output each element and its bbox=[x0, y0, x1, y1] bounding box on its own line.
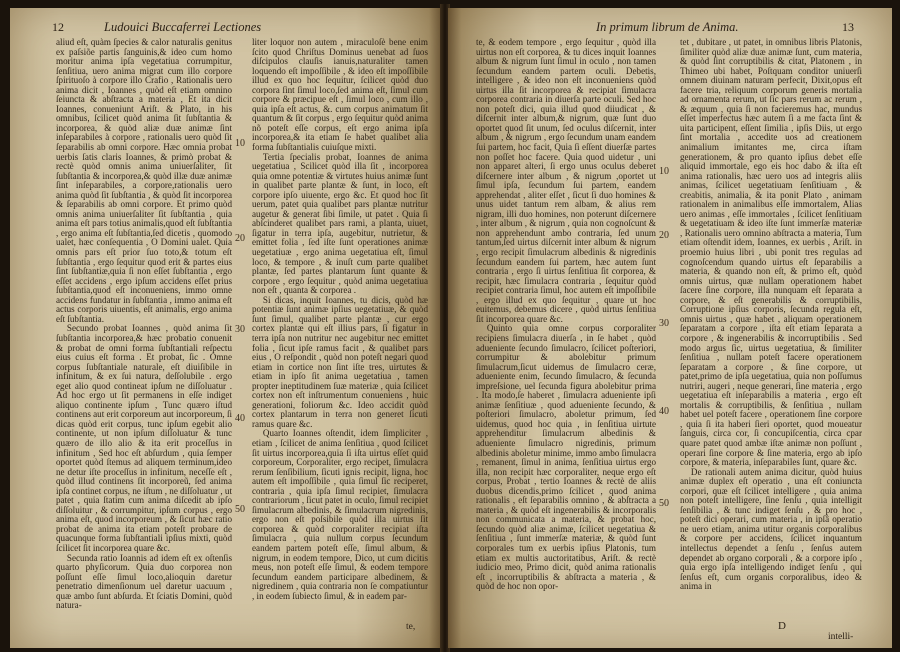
line-number: 30 bbox=[235, 324, 245, 335]
paragraph: tet , dubitare , ut patet, in omnibus libris Platonis, ſimiliter quòd aliæ duæ animæ ſunt, cum materia, & quòd ſint corruptibilis & citat, Platonem , in Thimeo ubi habet, Poſtquam conditor uniuerſi omnem diuinam naturam perfecit, Dixit,opus eſt facere tria, reliquum corporum generis mortalia ad ornamenta rerum, ut ſic pars rerum ac rerum , & æquum , quia ſi non facieremus hac, mundus eſſet imperfectus hæc autem ſi a me facta ſint & uita participent, eſſent ſimilia , ipſis Diis, ut ergo ſint mortalia , accedite uos ad creationem animalium imitantes me, circa iſtam generationem, & pro quanto ipſius debet eſſe aliquid immortale, ego eis hoc dabo & iſta eſt anima rationalis, hæc uero uos ad integris aliis animas, ſcilicet uegetatiuam ſenſitiuam , & creabitis, animalia, & ita ponit Plato , animam rationalem in animalibus eſſe immortalem, Alias uero animas , eſſe immortales , ſcilicet ſenſitiuam & uegetatiuam & ideo iſte ſunt immerſæ materiæ , Rationalis uero omnino abſtracta a materia, Tum etiam oſtendit idem, Ioannes, ex uerbis , Ariſt. in proemio huius libri , ubi ponit tres regulas ad cognoſcendum quando uirtus eſt ſeparabilis a materia, & quando non eſt, & primo eſt, quòd omnis uirtus, quæ nullam operationem habet ſacere ſine corpore, illa nunquam eſt ſeparata a corpore, & eſt generabilis & corruptibilis, Corruptione ipſius corporis, ſecunda regula eſt, omnis uirtus , quæ habet , aliquam operationem ſeparatam a corpore , iſta eſt etiam ſeparata a corpore , & ingenerabilis & incorruptibilis . Sed modo argus ſic, uirtus uegetatiua, & ſimiliter ſenſitiua , nullam poteſt facere operationem ſeparatam a corpore , & ſine corpore, ut patet,primo de ipſa uegetatiua, quia non poſſumus nutriri, augeri , neque generari, ſine materia , ergo uegetatiua eſt inſeparabilis a materia , ergo eſt mortalis & corruptibilis, & ſenſitiua , nullam habet uel poteſt facere , operationem ſine corpore , quia ſi ita haberi ſieri oportet, quod moueatur ſanguis, circa cor, ſi concupiſcentia, circa cpar quare patet quod ambæ iſtæ animæ non poſſunt , operari ſine corpore & ſine materia, ergo ab ipſo corpore, & materia, inſeparabiles ſunt, quare &c. bbox=[680, 38, 862, 468]
line-number: 50 bbox=[235, 504, 245, 515]
paragraph: te, & eodem tempore , ergo ſequitur , quòd illa uirtus non eſt corporea, & tu dices inquit Ioannes album & nigrum ſunt ſimul in oculo , non tamen ſecundum eandem partem oculi. Debetis, intelligere , & ideo non eſt inconueniens quòd uirtus illa ſit incorporea & recipiat ſimulacra corporea contraria in diuerſa parte oculi. Sed hoc non poteſt dici, quia illud quod diiudicat , & diſcernit inter album,& nigrum, quæ ſunt duo oportet quod ſit unum, ſed oculus diſcernit, inter album , & nigrum , ergo ſecundum unam eandem ſui partem, hoc facit, Quia ſi eſſent diuerſæ partes non poſſet hoc facere. Quia quod uidetur , uni non apparet alteri, ſi ergo unus oculus deberet diſcernere inter album , & nigrum ,oportet ut ſimul ipſa, ſecundum ſui partem, eandem apprehendat , aliter eſſet , ſicut ſi duo homines & unus uidet tantum rem albam, & alius rem nigram, illi duo homines, non poterunt diſcernere , inter album , & nigrum , quia non cognoſcunt & non apprehendunt ambo contraria, ſed unum tantum,ſed uirtus diſcernit inter album & nigrum , ergo recipit ſimulacrum albedinis & nigredinis ſecundum eandem ſui partem, hæc autem ſunt contraria , ergo ſi uirtus ſenſitiua ſit corporea, & recipit, hæc ſimulacra contraria , ſequitur quòd recipiet contraria ſimul, hoc autem eſt impoſſibile , ergo illud ex quo ſequitur , quare ut hoc euitemus, debemus dicere , quòd uirtus ſenſitiua ſit incorporea quare &c. bbox=[476, 38, 656, 324]
line-number: 10 bbox=[659, 166, 669, 177]
line-number: 10 bbox=[235, 138, 245, 149]
paragraph: Quinto quia omne corpus corporaliter recipiens ſimulacra diuerſa , in ſe habet , quòd adueniente ſecundo ſimulacro, ſcilicet poſteriori, corrumpitur & abolebitur primum ſimulacrum,ſicut uidemus de ſimulacro ceræ, adueniente enim, ſecundo ſimulacro, & ſecunda impreſsione, uel ſecunda figura abolebitur prima . Ita modo,ſe haberet , ſimulacra adueniente ipſi animæ ſenſitiuæ , quod adueniente ſecundo, & poſteriori ſimulacro, aboletur primum, ſed uidemus, quod hoc quia , in ſenſitiua uirtute apprehenditur ſimulacrum albedinis & adueniente ſimulacro nigredinis, primum albedinis aboletur minime, immo ambo ſimulacra , remanent, ſimul in anima, ſenſitiua uirtus ergo illa, non recipit hæc corporaliter, neque ergo eſt corpus, Probat , tertio Ioannes & rectè de aliis duobus dicendis,primo ſcilicet , quod anima rationalis , eſt ſeparabilis omnino , & abſtracta a materia , & quòd eſt ingenerabilis & incorporalis non communicata a materia, & probat hoc, ſecundo quòd aliæ animæ, ſcilicet uegetatiua & ſenſitiua , ſunt immerſæ materiæ, & quòd ſunt corporales tum ex uerbis ipſius Platonis, tum etiam ex multis auctoritatibus, Ariſt. & rectè iudicio meo, Primo dicit, quòd anima rationalis eſt , incorruptibilis & abſtracta a materia , & quòd de hoc non opor- bbox=[476, 323, 656, 592]
line-number: 40 bbox=[659, 406, 669, 417]
line-number: 20 bbox=[235, 233, 245, 244]
left-page bbox=[10, 8, 442, 648]
paragraph: De rationali autem anima dicitur, quòd huius animæ duplex eſt operatio , una eſt coniuncta corpori, quæ eſt ſcilicet intelligere , quia anima non poteſt intelligere, ſine ſenſu , quia intelligit ſenſibilia , & tunc indiget ſenſu , & pro hoc , poteſt dici operari, cum materia , in ipſâ operatio ne uero etiam, anima utitur organis corporalibus & corpore per accidens, ſcilicet inquantum intellectus dependet a ſenſu , ſenſus autem dependet ab organo corporali , & a corpore ipſo , quia ergo ipſa intelligendo indiget ſenſu , qui ſenſus eſt, cum organis corporalibus, ideo & anima in bbox=[680, 466, 862, 592]
right-col-1 bbox=[476, 38, 656, 630]
paragraph: Si dicas, inquit Ioannes, tu dicis, quòd hæ potentiæ ſunt animæ ipſius uegetatiuæ, & quòd ſunt ſimul, qualibet parte plantæ , cur ergo cortex plantæ qui eſt illius pars, ſi figatur in terra ipſa non nutritur nec augebitur nec emittet folia , ſicut ipſe ramus facit , & qualibet pars eius , O reſpondit , quòd non poteſt negari quod etiam in cortice non ſint iſte tres, uirtutes & etiam in ipſo ſit anima uegetatiua , tamen propter ineptitudinem ſuæ materiæ , quia ſcilicet cortex non eſt inſtrumentum conueniens , huic generationi, foliorum &c. Ideo accidit quòd cortex plantarum in terra non generet ſicuti ramus quare &c. bbox=[252, 294, 428, 429]
paragraph: Quarto Ioannes oſtendit, idem ſimpliciter , etiam , ſcilicet de anima ſenſitiua , quod ſcilicet ſit uirtus incorporea,quia ſi iſta uirtus eſſet quid corporeum, Corporaliter, ergo recipet, ſimulacra rerum ſenſibilium, ſicuti ignis recipit, ligna, hoc autem eſt impoſſibile , quia ſimul ſic reciperet, contraria , quia ipſa ſimul recipiet, ſimulacra contrariorum , ſicut patet in oculo, ſimul recipiet ſimulacrum albedinis, & ſimulacrum nigredinis, ergo non eſt poſsibile quòd illa uirtus ſit corporea & quòd corporaliter recipiat iſta ſimulacra , quia nullum corpus ſecundum eandem partem poteſt eſſe, ſimul album, & nigrum, in eodem tempore, Dico, ut cum dicitis meus, non poteſt eſſe ſimul, & eodem tempore ſecundum eandem participare albedinem, & nigredinem , quia contraria non ſe compatiuntur , in eodem ſubiecto ſimul, & in eadem par- bbox=[252, 428, 428, 601]
right-col-2 bbox=[680, 38, 862, 618]
right-folio: 13 bbox=[842, 20, 854, 34]
paragraph: Secundo probat Ioannes , quòd anima ſit ſubſtantia incorporea,& hæc probatio conuenit & probat de omni forma ſubſtantiali reſpectu eius cuius eſt forma . Et probat, ſic . Omne corpus ſubſtantiale naturale, eſt diuiſibile in infinitum, & ex ſui natura, deſſolubile . ergo eget alio quod contineat ipſum ne diſſoluatur . Ad hoc ergo ut ſit permanens in eſſe indiget aliquo continente ipſum , Tunc quæro iſtud continens aut erit corporeum aut incorporeum, ſi dicas quòd erit corpus, tunc ipſum egebit alio continente, ut non ipſum diſſoluatur & tunc quæro de illo alio & ita erit proceſſus in infinitum , Sed hoc eſt abſurdum , quia ſemper oportet quòd ſtemus ad aliquem terminum,ideo ne detur iſte proceſſus in infinitum, neceſſe eſt , quòd illud continens ſit incorporeũ, ſed anima ipſa continet corpus, ne iſtum , ne diſſoluatur , ut patet , quia ſtatim cum anima diſcedit ab ipſo diſſoluitur , & corrumpitur, ipſum corpus , ergo anima eſt, quod incorporeum , & ſicut hæc ratio probat de anima ita etiam poteſt probare de quacunque forma ſubſtantiali ipſius mixti, quòd ſcilicet ſit incorporea quare &c. bbox=[56, 323, 232, 553]
left-folio: 12 bbox=[52, 20, 64, 34]
paragraph: Secunda ratio Ioannis ad idem eſt ex oſtenſis quarto phyſicorum. Quia duo corporea non poſſunt eſſe ſimul loco,alioquin daretur penetratio dimenſionum uel daretur uacuum , quæ ambo ſunt abſurda. Et ſciatis Domini, quòd natura- bbox=[56, 552, 232, 611]
line-number: 50 bbox=[659, 498, 669, 509]
right-running-head: In primum librum de Anima. bbox=[596, 20, 739, 34]
left-running-head: Ludouici Buccaferrei Lectiones bbox=[104, 20, 262, 34]
paragraph: liter loquor non autem , miraculoſè bene enim ſcito quod Chriſtus Dominus uenebat ad ſuos diſcipulos clauſis ianuis,naturaliter tamen loquendo eſt impoſſibile , & ideo eſt impoſſibile illud ex quo hoc ſequitur, ſcilicet quòd duo corpora ſint ſimul loco,ſed anima eſt, ſimul cum corpore & præcipue eſt , ſimul loco , cum illo , quia ipſa eſt actus, &. cum corpus animatum ſit quantum & ſit corpus , ergo ſequitur quòd anima nõ poteſt eſſe corpus, eſt ergo anima ipſa incorporea,& ita etiam ſe habet qualibet alia forma ſubſtantialis cuiuſque mixti. bbox=[252, 38, 428, 153]
paragraph: aliud eſt, quàm ſpecies & calor naturalis genitus ex paſsiõe partis ſanguinis,& ideo cum homo moritur anima ipſa vegetatiua corrumpitur, ſenſitiua, uero anima migrat cum illo corpore ſpirituoſo à corpore illo Crafio , Rationalis uero anima dicit , Ioannes , quòd eſt etiam omnino ſeiuncta & abſtracta a materia , Et ita dicit Ioannes, conueniunt Ariſt. & Plato, in his omnibus, ſcilicet quòd anima ſit ſubſtantia & incorporea, & quòd aliæ duæ animæ ſint inſeparabiles à corpore , rationalis uero quòd ſit ſeparabilis ab omni corpore. Hæc omnia probat uerbis ſatis claris Ioannes, & primò probat & rectè quòd omnis anima uniuerſaliter, ſit ſubſtantia & incorporea,& quòd illæ duæ animæ ſint inſeparabiles, a corpore,rationalis uero anima quòd ſit ſubſtantia , & quòd ſit incorporea & ſeparabilis ab omni corpore. Et primo quòd omnis anima uniuerſaliter ſit ſubſtantia , quia anima eſt pars totius animalis,quod eſt ſubſtantia , ergo anima eſt ſubſtantia,ſed dicetis , quomodo ualet, hæc conſequentia , O Domini ualet. Quia omnis pars eſt prior ſuo toto,& totum eſt ſubſtantia , ergo ſequitur quod erit & partes eius ſint ſubſtantiæ,quia ſi non eſſet ſubſtantia , ergo eſſet accidens , ergo ipſum accidens eſſet prius ſubſtantia,quod eſt inconueniens, immo omne accidens fundatur in ſubſtantia , immo anima eſt actus corporis uiuentis, eſt animalis, ergo anima eſt ſubſtantia. bbox=[56, 38, 232, 324]
right-page bbox=[448, 8, 892, 648]
right-catchword: intelli- bbox=[828, 632, 854, 642]
left-col-1 bbox=[56, 38, 232, 630]
line-number: 40 bbox=[235, 413, 245, 424]
signature-mark: D bbox=[778, 620, 786, 632]
paragraph: Tertia ſpecialis probat, Ioannes de anima uegetatiua , Scilicet quòd illa ſit , incorporea quia omne potentiæ & virtutes huius animæ ſunt in qualibet parte plantæ & ſunt, in loco, eſt corpore ipſo uiuente, ergo &c. Et quod hoc ſit uerum, patet quia qualibet pars plantæ nutritur augetur & generat ſibi ſimile, ut patet . Quia ſi abſcinderet qualibet pars rami, a planta, uiuet, ſigatur in terra ipſa, augebitur, nutrietur, & emittet folia , ſed iſte ſunt operationes animæ uegetatiuæ , ergo anima uegetatiua eſt, ſimul loco, & tempore , & inuſt cum parte qualibet plantæ, ſed partes plantarum ſunt quante & corpore , ergo ſequitur , quòd anima uegetatiua non eſt , quanta & corporea . bbox=[252, 151, 428, 296]
left-col-2 bbox=[252, 38, 428, 622]
line-number: 20 bbox=[659, 230, 669, 241]
line-number: 30 bbox=[659, 318, 669, 329]
left-catchword: te, bbox=[406, 622, 416, 632]
